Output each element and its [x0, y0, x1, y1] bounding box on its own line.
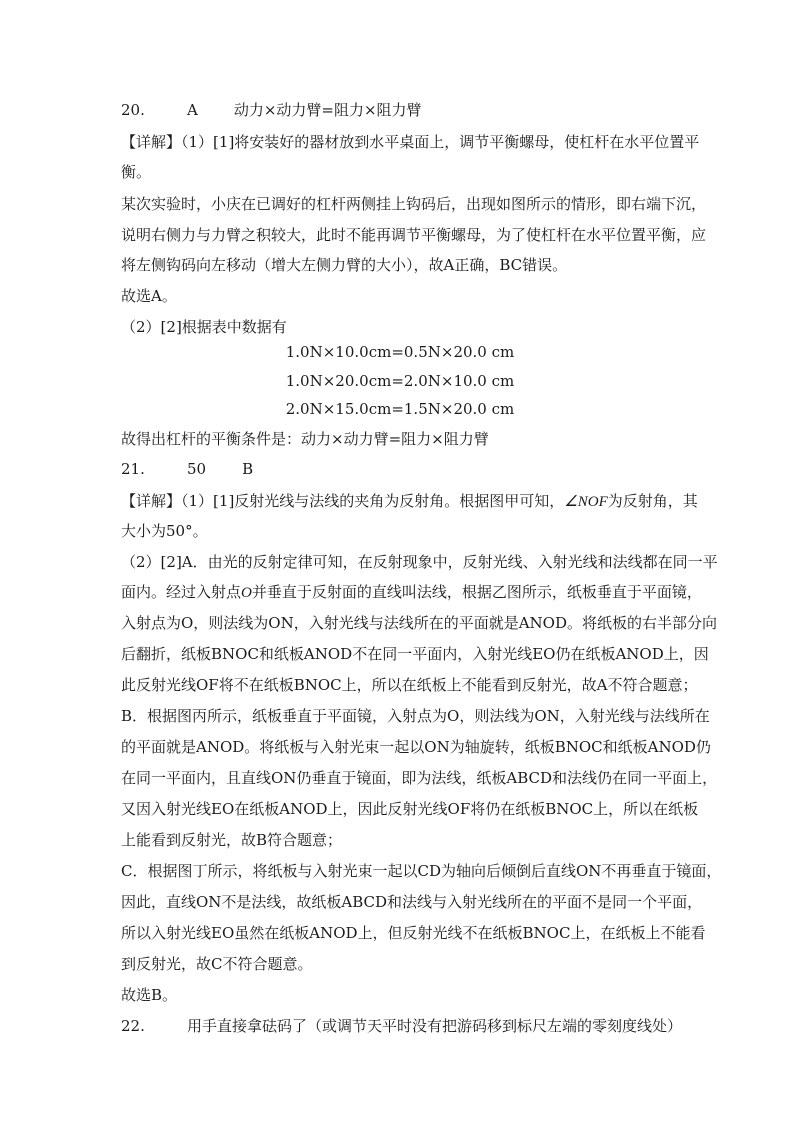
question-number: 20. [121, 101, 145, 119]
equation-1: 1.0N×10.0cm=0.5N×20.0 cm [285, 343, 515, 361]
detail-text: 故选A。 [121, 287, 177, 305]
question-number: 22. [121, 1017, 145, 1035]
detail-text: （2）[2]根据表中数据有 [121, 318, 287, 336]
detail-text: 到反射光，故C不符合题意。 [121, 955, 313, 973]
detail-text: 上能看到反射光，故B符合题意； [121, 831, 343, 849]
detail-text: 此反射光线OF将不在纸板BNOC上，所以在纸板上不能看到反射光，故A不符合题意； [121, 676, 698, 694]
q21-answer-line [121, 459, 700, 479]
detail-text: 因此，直线ON不是法线，故纸板ABCD和法线与入射光线所在的平面不是同一个平面， [121, 893, 703, 911]
math-point-o: O [241, 585, 252, 601]
answer-blank-1: 50 [187, 460, 207, 478]
detail-text: 大小为50°。 [121, 522, 208, 540]
detail-text: 故选B。 [121, 986, 178, 1004]
detail-text: （2）[2]A．由光的反射定律可知，在反射现象中，反射光线、入射光线和法线都在同一平 [121, 553, 718, 571]
detail-text [121, 491, 700, 512]
detail-text: 所以入射光线EO虽然在纸板ANOD上，但反射光线不在纸板BNOC上，在纸板上不能看 [121, 924, 706, 942]
detail-segment: 面内。经过入射点 [121, 583, 242, 601]
detail-segment: 【详解】（1）[1]反射光线与法线的夹角为反射角。根据图甲可知， [121, 492, 565, 510]
detail-text: 某次实验时，小庆在已调好的杠杆两侧挂上钩码后，出现如图所示的情形，即右端下沉， [121, 195, 707, 213]
answer-blank-2: 动力×动力臂=阻力×阻力臂 [233, 101, 422, 119]
conclusion-text: 故得出杠杆的平衡条件是：动力×动力臂=阻力×阻力臂 [121, 430, 489, 448]
detail-text: 【详解】（1）[1]将安装好的器材放到水平桌面上，调节平衡螺母，使杠杆在水平位置平 [121, 133, 700, 151]
detail-text [121, 582, 700, 603]
detail-text: 又因入射光线EO在纸板ANOD上，因此反射光线OF将仍在纸板BNOC上，所以在纸板 [121, 800, 699, 818]
detail-segment: 并垂直于反射面的直线叫法线，根据乙图所示，纸板垂直于平面镜， [251, 583, 702, 601]
detail-text: 的平面就是ANOD。将纸板与入射光束一起以ON为轴旋转，纸板BNOC和纸板ANOD仍 [121, 738, 711, 756]
detail-text: 将左侧钩码向左移动（增大左侧力臂的大小），故A正确，BC错误。 [121, 256, 568, 274]
detail-text: C．根据图丁所示，将纸板与入射光束一起以CD为轴向后倾倒后直线ON不再垂直于镜面， [121, 862, 722, 880]
equation-2: 1.0N×20.0cm=2.0N×10.0 cm [285, 372, 515, 390]
math-angle-nof: ∠NOF [564, 494, 608, 510]
detail-text: B．根据图丙所示，纸板垂直于平面镜，入射点为O，则法线为ON，入射光线与法线所在 [121, 707, 710, 725]
detail-segment: 为反射角，其 [607, 492, 698, 510]
answer-blank-1: 用手直接拿砝码了（或调节天平时没有把游码移到标尺左端的零刻度线处） [187, 1017, 683, 1035]
detail-text: 后翻折，纸板BNOC和纸板ANOD不在同一平面内，入射光线EO仍在纸板ANOD上，因 [121, 645, 709, 663]
question-number: 21. [121, 460, 145, 478]
q20-answer-line [121, 100, 700, 120]
detail-text: 在同一平面内，且直线ON仍垂直于镜面，即为法线，纸板ABCD和法线仍在同一平面上， [121, 769, 718, 787]
detail-text: 入射点为O，则法线为ON，入射光线与法线所在的平面就是ANOD。将纸板的右半部分向 [121, 614, 718, 632]
detail-text: 衡。 [121, 163, 152, 181]
equation-3: 2.0N×15.0cm=1.5N×20.0 cm [285, 400, 515, 418]
q22-answer-line [121, 1016, 700, 1036]
answer-blank-2: B [242, 460, 254, 478]
answer-blank-1: A [187, 101, 198, 119]
detail-text: 说明右侧力与力臂之积较大，此时不能再调节平衡螺母，为了使杠杆在水平位置平衡，应 [121, 226, 707, 244]
